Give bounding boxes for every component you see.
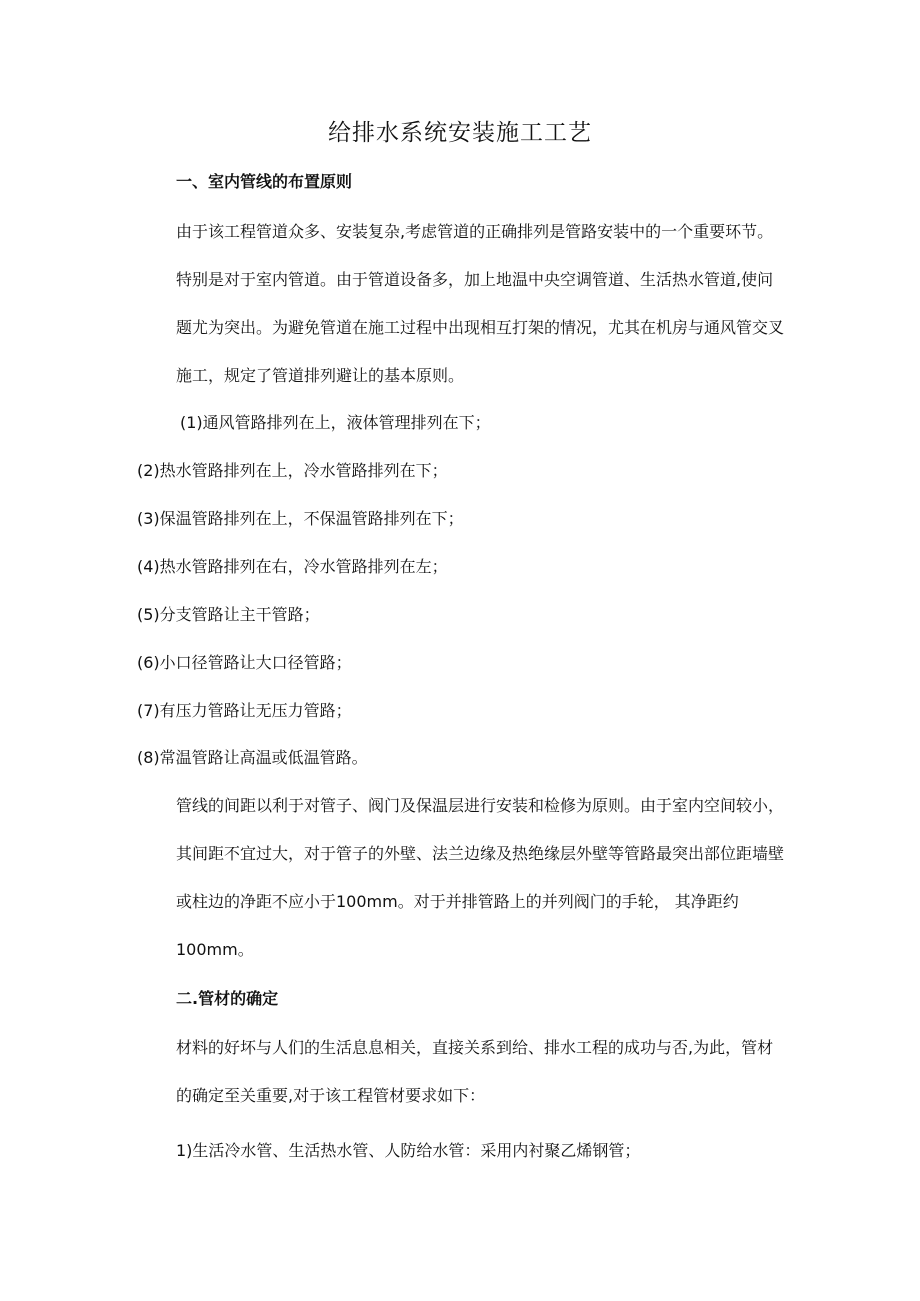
rule-item-2: (2)热水管路排列在上，冷水管路排列在下； xyxy=(137,461,448,480)
rule-item-6: (6)小口径管路让大口径管路； xyxy=(137,653,352,672)
document-title: 给排水系统安装施工工艺 xyxy=(328,120,592,146)
rule-item-7: (7)有压力管路让无压力管路； xyxy=(137,701,352,720)
section-heading-2: 二.管材的确定 xyxy=(176,989,279,1008)
paragraph-text: 材料的好坏与人们的生活息息相关，直接关系到给、排水工程的成功与否,为此，管材的确定至关重要,对于该工程管材要求如下： xyxy=(176,1038,774,1105)
paragraph-text: 由于该工程管道众多、安装复杂,考虑管道的正确排列是管路安装中的一个重要环节。特别是对于室内管道。由于管道设备多，加上地温中央空调管道、生活热水管道,使问题尤为突出。为避免管道在施工过程中出现相互打架的情况，尤其在机房与通风管交叉施工，规定了管道排列避让的基本原则。 xyxy=(176,222,785,385)
paragraph-text: 管线的间距以利于对管子、阀门及保温层进行安装和检修为原则。由于室内空间较小，其间距不宜过大，对于管子的外壁、法兰边缘及热绝缘层外壁等管路最突出部位距墙壁或柱边的净距不应小于100mm。对于并排管路上的并列阀门的手轮， 其净距约100mm。 xyxy=(176,796,785,959)
section1-intro-paragraph xyxy=(137,208,787,400)
rule-item-5: (5)分支管路让主干管路； xyxy=(137,605,320,624)
material-item-1: 1)生活冷水管、生活热水管、人防给水管：采用内衬聚乙烯钢管； xyxy=(176,1141,641,1160)
rule-item-4: (4)热水管路排列在右，冷水管路排列在左； xyxy=(137,557,448,576)
section2-intro-paragraph xyxy=(137,1024,787,1120)
section-heading-1: 一、室内管线的布置原则 xyxy=(176,172,353,191)
rule-item-8: (8)常温管路让高温或低温管路。 xyxy=(137,748,368,767)
spacing-paragraph xyxy=(137,782,787,974)
rule-item-3: (3)保温管路排列在上，不保温管路排列在下； xyxy=(137,509,464,528)
rule-item-1: (1)通风管路排列在上，液体管理排列在下； xyxy=(180,413,491,432)
